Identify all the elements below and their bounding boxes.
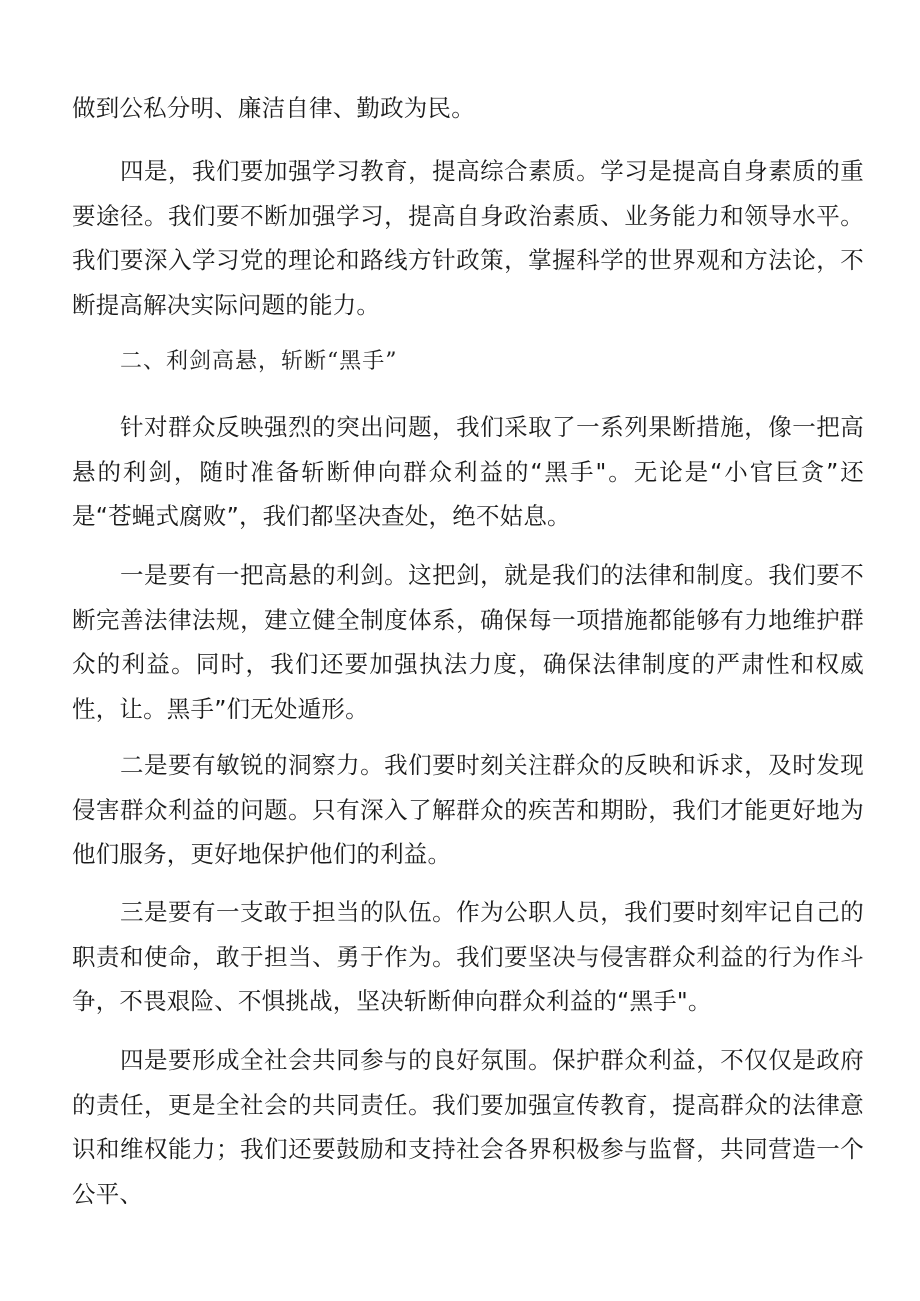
paragraph-society: 四是要形成全社会共同参与的良好氛围。保护群众利益，不仅仅是政府的责任，更是全社会的共同责任。我们要加强宣传教育，提高群众的法律意识和维权能力；我们还要鼓励和支持社会各界积极参与监督，共同营造一个公平、 <box>72 1046 864 1208</box>
paragraph-measures: 针对群众反映强烈的突出问题，我们采取了一系列果断措施，像一把高悬的利剑，随时准备斩断伸向群众利益的“黑手"。无论是“小官巨贪”还是“苍蝇式腐败”，我们都坚决查处，绝不姑息。 <box>72 413 864 530</box>
paragraph-insight: 二是要有敏锐的洞察力。我们要时刻关注群众的反映和诉求，及时发现侵害群众利益的问题。只有深入了解群众的疾苦和期盼，我们才能更好地为他们服务，更好地保护他们的利益。 <box>72 751 864 868</box>
paragraph-sword: 一是要有一把高悬的利剑。这把剑，就是我们的法律和制度。我们要不断完善法律法规，建立健全制度体系，确保每一项措施都能够有力地维护群众的利益。同时，我们还要加强执法力度，确保法律制度的严肃性和权威性，让。黑手”们无处遁形。 <box>72 561 864 723</box>
section-heading: 二、利剑高悬，斩断“黑手” <box>120 349 398 374</box>
paragraph-study-education: 四是，我们要加强学习教育，提高综合素质。学习是提高自身素质的重要途径。我们要不断加强学习，提高自身政治素质、业务能力和领导水平。我们要深入学习党的理论和路线方针政策，掌握科学的世界观和方法论，不断提高解决实际问题的能力。 <box>72 157 864 319</box>
paragraph-continuation: 做到公私分明、廉洁自律、勤政为民。 <box>72 94 475 122</box>
paragraph-team: 三是要有一支敢于担当的队伍。作为公职人员，我们要时刻牢记自己的职责和使命，敢于担当、勇于作为。我们要坚决与侵害群众利益的行为作斗争，不畏艰险、不惧挑战，坚决斩断伸向群众利益的“黑手"。 <box>72 898 864 1015</box>
